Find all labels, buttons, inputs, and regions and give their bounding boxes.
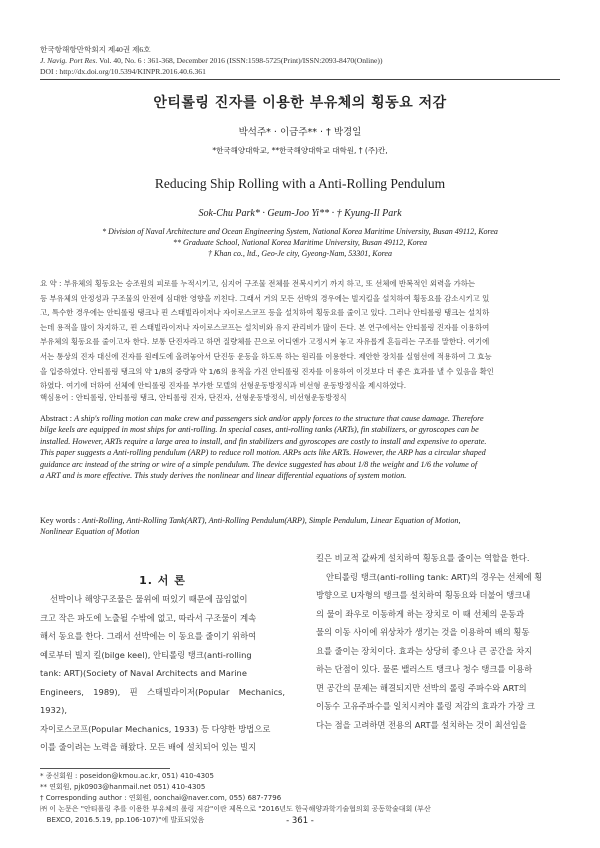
affiliation-korean: *한국해양대학교, **한국해양대학교 대학원, † (주)칸,	[212, 146, 388, 155]
keywords-en-text: Anti-Rolling, Anti-Rolling Tank(ART), Anti-Rolling Pendulum(ARP), Simple Pendulum, Linear Equation of Motion,	[82, 516, 461, 525]
abstract-en-line: bilge keels are equipped in most ships for anti-rolling. In special cases, anti-rolling tanks (ARTs), fin stabilizers, or gyroscopes can be	[40, 425, 479, 435]
affiliation-english-2: ** Graduate School, National Korea Maritime University, Busan 49112, Korea	[173, 238, 427, 247]
body-line: 안티롤링 탱크(anti-rolling tank: ART)의 경우는 선체에 횡	[326, 571, 543, 582]
body-column-right	[316, 549, 560, 734]
affiliation-english-1: * Division of Naval Architecture and Ocean Engineering System, National Korea Maritime University, Busan 49112, Korea	[102, 227, 498, 236]
footnote-rule	[40, 768, 170, 769]
keywords-en-line	[40, 515, 560, 526]
body-line: tank: ART)(Society of Naval Architects and Marine	[40, 668, 247, 678]
body-line: 해서 동요를 한다. 그래서 선박에는 이 동요를 줄이기 위하여	[40, 631, 257, 641]
footnote: BEXCO, 2016.5.19, pp.106-107)"에 발표되었음	[40, 816, 205, 824]
abstract-ko-line: 부유체의 횡동요를 줄이고자 한다. 보통 단진자라고 하면 질량체를 끈으로 어디엔가 고정시켜 놓고 자유롭게 흔들리는 구조를 말한다. 여기에	[40, 337, 490, 347]
abstract-ko-line: 하였다. 여기에 더하여 선체에 안티롤링 진자를 부가한 모델의 선형운동방정식과 비선형 운동방정식을 제시하였다.	[40, 381, 407, 391]
title-english: Reducing Ship Rolling with a Anti-Rolling Pendulum	[154, 176, 446, 191]
keywords-label: Key words :	[40, 516, 83, 525]
abstract-en-line: a ART and is more effective. This study derives the nonlinear and linear differential equations of system motion.	[40, 471, 407, 481]
abstract-en-line: This paper suggests a Anti-rolling pendulum (ARP) to reduce roll motion. ARPs acts like ARTs. However, the ARP has a circular shaped	[40, 448, 486, 458]
abstract-ko-line: 을 입증하였다. 안티롤링 탱크의 약 1/8의 중량과 약 1/6의 용적을 가진 안티롤링 진자를 이용하여 이것보다 더 좋은 효과를 낼 수 있음을 확인	[40, 366, 494, 376]
footnote: ** 연회원, pjk0903@hanmail.net 051) 410-4305	[40, 783, 206, 791]
body-line: 다는 점을 고려하면 전용의 ART를 설치하는 것이 최선임을	[316, 719, 527, 730]
abstract-en-text: A ship's rolling motion can make crew and passengers sick and/or apply forces to the structure that cause damage. Therefore	[74, 414, 484, 423]
body-line: 면 공간의 문제는 해결되지만 선박의 롤링 주파수와 ART의	[316, 682, 527, 693]
header-rule	[40, 79, 560, 80]
abstract-ko-line: 요 약 : 부유체의 횡동요는 승조원의 피로를 누적시키고, 심지어 구조물 전체를 전복시키기 까지 하고, 또 선체에 반복적인 외력을 가하는	[40, 279, 476, 288]
title-korean: 안티롤링 진자를 이용한 부유체의 횡동요 저감	[153, 95, 447, 111]
body-line: 물의 이동 사이에 위상차가 생기는 것을 이용하여 배의 횡동	[316, 627, 530, 637]
authors-korean: 박석주* · 이금주** · † 박경일	[238, 127, 362, 138]
abstract-ko-line: 고, 특수한 경우에는 안티롤링 탱크나 핀 스태빌라이저나 자이로스코프 등을 설치하여 횡동요를 줄이고 있다. 그러나 안티롤링 탱크는 설치하	[40, 308, 490, 318]
abstract-en-line	[40, 413, 560, 424]
body-line: 이동수 고유주파수를 일치시켜야 롤링 저감의 효과가 가장 크	[316, 701, 535, 711]
running-header	[40, 44, 382, 77]
abstract-en-line: installed. However, ARTs require a large area to install, and fin stabilizers and gyroscopes are costly to install and expensive to operate.	[40, 436, 487, 446]
abstract-label: Abstract :	[40, 414, 75, 423]
page-number: - 361 -	[286, 816, 314, 826]
citation-line	[40, 55, 382, 66]
doi-line[interactable]: DOI : http://dx.doi.org/10.5394/KINPR.2016.40.6.361	[40, 67, 206, 76]
affiliation-english-3: † Khan co., ltd., Geo-Je city, Gyeong-Nam, 53301, Korea	[208, 249, 392, 258]
keywords-english	[40, 515, 560, 538]
abstract-ko-line: 는데 용적을 많이 차지하고, 핀 스태빌라이저나 자이로스코프는 설치비와 유지 관리비가 많이 든다. 본 연구에서는 안티롤링 진자를 이용하여	[40, 322, 490, 332]
body-line: 크고 작은 파도에 노출될 수밖에 없고, 따라서 구조물이 계속	[40, 612, 257, 623]
body-line: 의 물이 좌우로 이동하게 하는 장치로 이 때 선체의 운동과	[316, 608, 525, 619]
abstract-en-line: guidance arc instead of the string or wire of a simple pendulum. The device suggested has about 1/8 the weight and 1/6 the volume of	[40, 459, 478, 469]
section-heading: 1. 서 론	[139, 574, 186, 587]
body-line: 예로부터 빌지 킬(bilge keel), 안티롤링 탱크(anti-rolling	[40, 649, 252, 660]
journal-name-ko: 한국항해항만학회지 제40권 제6호	[40, 45, 151, 54]
keywords-en-line: Nonlinear Equation of Motion	[40, 527, 140, 537]
volume-info: Vol. 40, No. 6 : 361-368, December 2016 (ISSN:1598-5725(Print)/ISSN:2093-8470(Online))	[97, 56, 383, 65]
body-line: 킬은 비교적 값싸게 설치하여 횡동요를 줄이는 역할을 한다.	[316, 553, 530, 563]
keywords-korean: 핵심용어 : 안티롤링, 안티롤링 탱크, 안티롤링 진자, 단진자, 선형운동방정식, 비선형운동방정식	[40, 393, 347, 402]
body-line: 방향으로 U자형의 탱크를 설치하여 횡동요와 더불어 탱크내	[316, 590, 531, 600]
footnote: ㈜ 이 논문은 "안티롤링 추를 이용한 부유체의 롤링 저감"이란 제목으로 "2016년도 한국해양과학기술협의회 공동학술대회 (부산	[40, 805, 431, 813]
body-line: Engineers, 1989), 핀 스태빌라이저(Popular Mechanics, 1932),	[40, 686, 285, 715]
body-line: 하는 단점이 있다. 물론 밸러스트 탱크나 청수 탱크를 이용하	[316, 664, 533, 674]
body-line: 이를 줄이려는 노력을 해왔다. 모든 배에 설치되어 있는 빌지	[40, 742, 257, 752]
abstract-korean	[40, 277, 560, 394]
footnote: † Corresponding author : 연회원, oonchai@naver.com, 055) 687-7796	[40, 794, 282, 802]
abstract-english	[40, 413, 560, 481]
abstract-ko-line: 서는 통상의 진자 대신에 진자를 원레도에 올려놓아서 단진동 운동을 하도록 하는 원리를 이용한다. 제안한 장치를 실험선에 적용하여 그 효능	[40, 351, 492, 361]
body-column-left	[40, 590, 285, 757]
body-line: 요를 줄이는 장치이다. 효과는 상당히 좋으나 큰 공간을 차지	[316, 645, 533, 656]
footnote: * 종신회원 : poseidon@kmou.ac.kr, 051) 410-4305	[40, 772, 214, 780]
journal-abbrev: J. Navig. Port Res.	[40, 56, 98, 65]
body-line: 선박이나 해양구조물은 물위에 떠있기 때문에 끊임없이	[50, 594, 248, 604]
authors-english: Sok-Chu Park* · Geum-Joo Yi** · † Kyung-Il Park	[198, 208, 402, 219]
body-line: 자이로스코프(Popular Mechanics, 1933) 등 다양한 방법으로	[40, 723, 271, 734]
abstract-ko-line: 등 부유체의 안정성과 구조물의 안전에 심대한 영향을 끼친다. 그래서 거의 모든 선박의 경우에는 빌지킬을 설치하여 횡동요를 감소시키고 있	[40, 293, 490, 303]
